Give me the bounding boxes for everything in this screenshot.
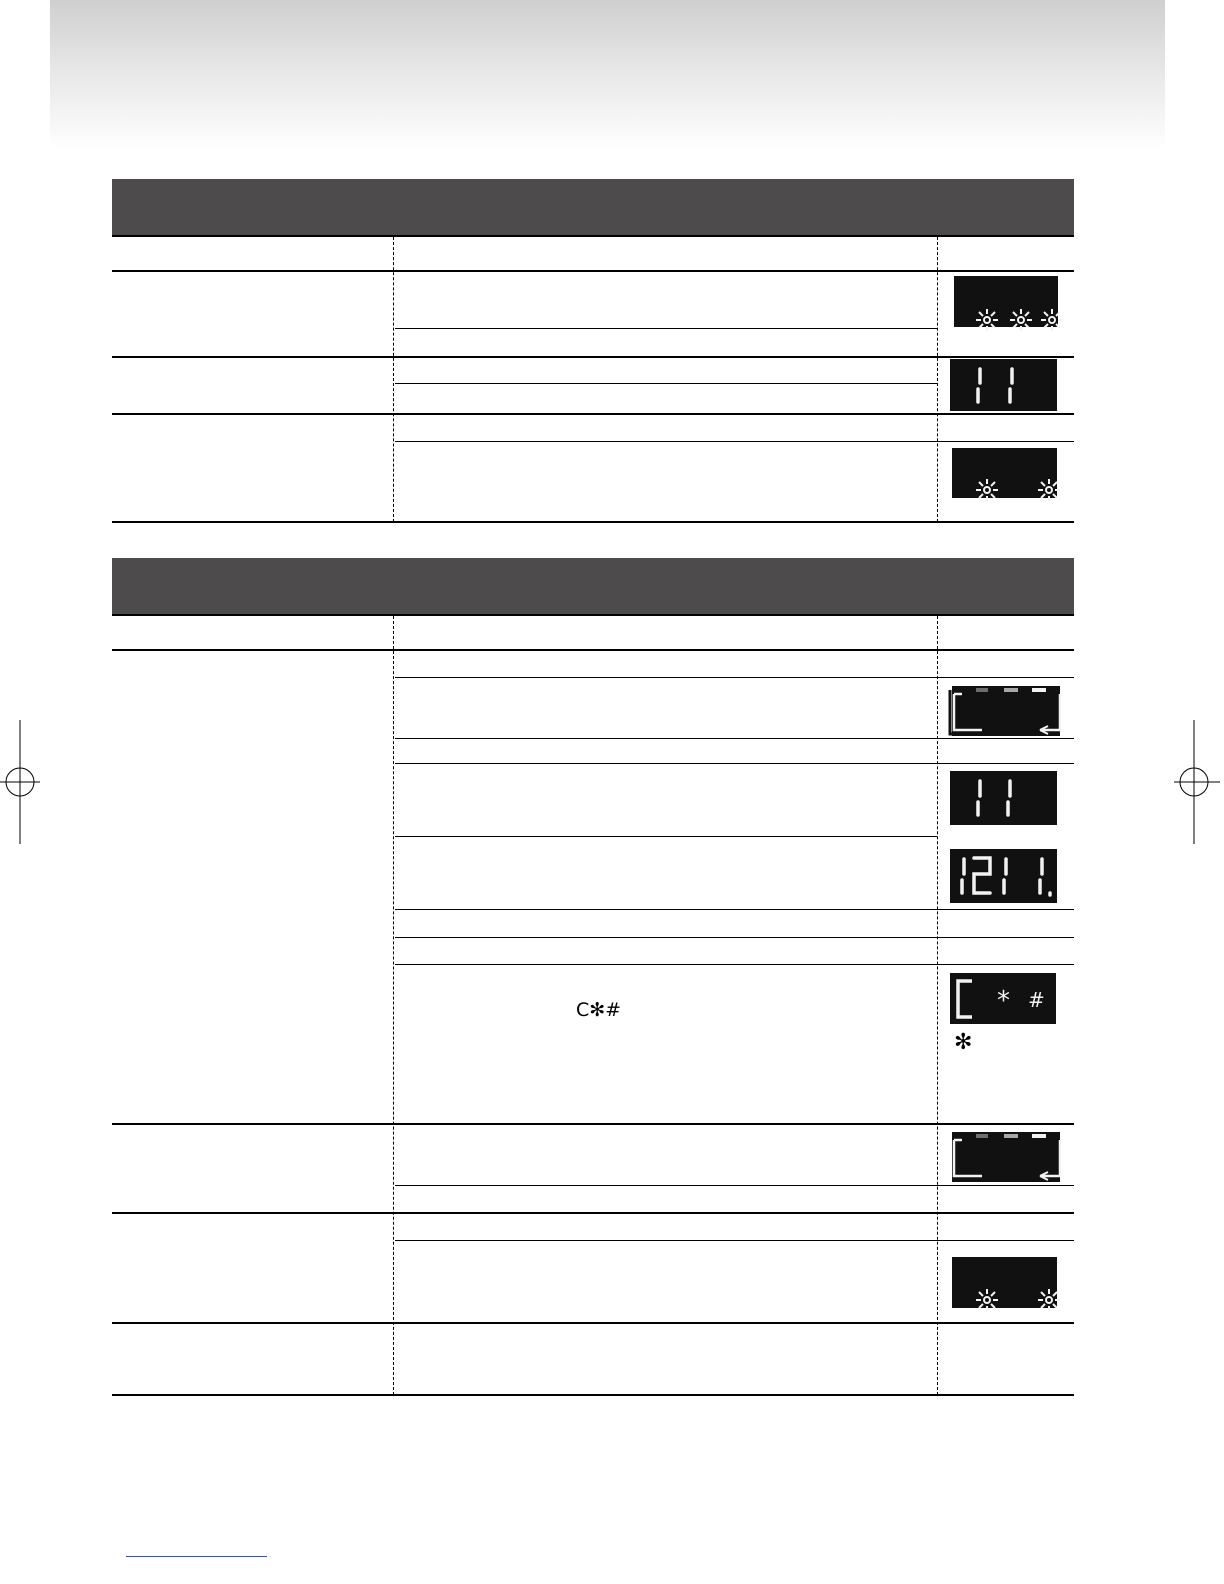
row-divider (112, 1123, 1074, 1125)
display-11 (950, 359, 1057, 411)
display-blinking-asterisks-2-second (952, 1257, 1057, 1308)
display-c-star-hash (950, 973, 1056, 1024)
registration-mark-right (1174, 720, 1220, 844)
row-divider (395, 964, 1074, 965)
section-1-column-header-rule (112, 270, 1074, 272)
row-divider (395, 441, 1074, 442)
display-11-second (950, 771, 1057, 825)
row-divider (395, 909, 1074, 910)
row-divider (395, 1240, 1074, 1241)
display-rotating-segments (948, 682, 1065, 736)
header-banner (50, 0, 1165, 150)
svg-text:#: # (1028, 988, 1045, 1012)
column-divider (937, 237, 938, 522)
blink-asterisk-icon (952, 1257, 1062, 1319)
row-divider (395, 383, 937, 384)
section-1-header-underline (112, 235, 1074, 237)
section-2-column-header-rule (112, 649, 1074, 651)
blink-asterisk-icon (952, 448, 1062, 510)
registration-mark-left (0, 720, 40, 844)
row-divider (395, 937, 1074, 938)
display-blinking-asterisks-2 (952, 448, 1057, 498)
row-divider (395, 763, 1074, 764)
row-divider (112, 1322, 1074, 1324)
section-1-bottom-rule (112, 521, 1074, 523)
row-divider (112, 356, 1074, 358)
display-rotating-segments-second (948, 1128, 1065, 1182)
blink-asterisk-icon (954, 276, 1064, 338)
bottom-underline-link[interactable] (126, 1556, 267, 1557)
column-divider (937, 616, 938, 1395)
display-121 (950, 849, 1057, 903)
section-1-header-bar (112, 179, 1074, 235)
display-blinking-asterisks-3 (954, 276, 1058, 327)
row-divider (395, 328, 937, 329)
inline-code-text: C✻# (576, 999, 622, 1021)
note-asterisk: ✻ (954, 1030, 973, 1055)
row-divider (395, 836, 937, 837)
row-divider (395, 677, 1074, 678)
row-divider (112, 1212, 1074, 1214)
row-divider (112, 413, 1074, 415)
column-divider (393, 616, 394, 1395)
section-2-bottom-rule (112, 1394, 1074, 1396)
column-divider (393, 237, 394, 522)
section-2-header-bar (112, 558, 1074, 614)
svg-text:*: * (997, 986, 1010, 1016)
section-2-header-underline (112, 614, 1074, 616)
